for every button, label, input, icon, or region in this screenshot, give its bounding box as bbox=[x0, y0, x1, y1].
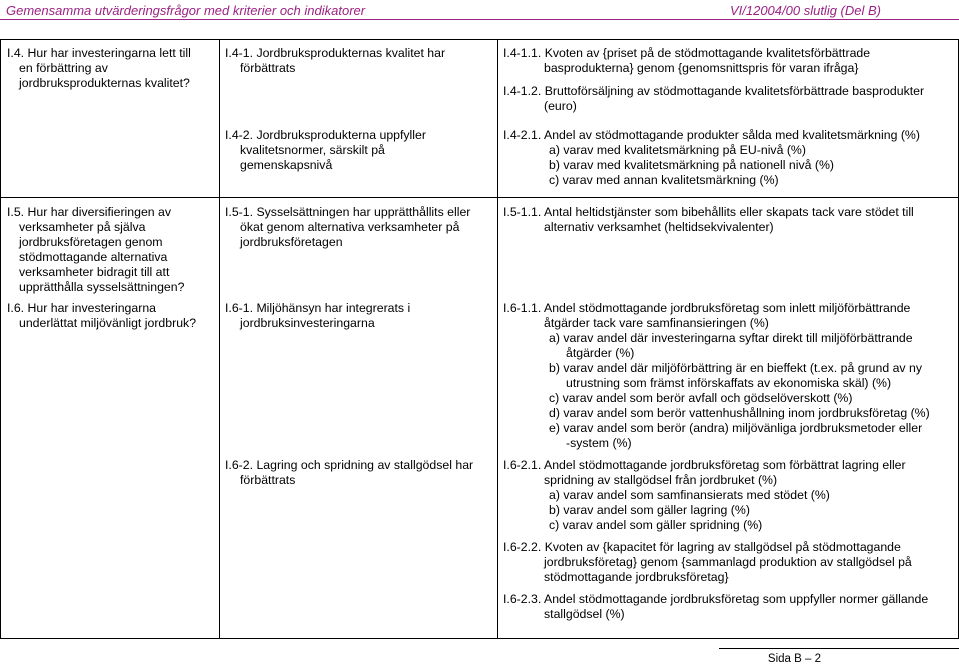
header-title: Gemensamma utvärderingsfrågor med kriterier och indikatorer bbox=[6, 3, 366, 18]
page-number: Sida B – 2 bbox=[767, 653, 821, 665]
column-divider bbox=[497, 39, 498, 639]
column-divider bbox=[219, 39, 220, 639]
table-top-border bbox=[0, 39, 959, 40]
header-rule bbox=[0, 19, 959, 20]
header-document-id: VI/12004/00 slutlig (Del B) bbox=[729, 3, 881, 18]
page-header bbox=[0, 0, 959, 22]
footer-rule bbox=[719, 648, 959, 666]
table-bottom-border bbox=[0, 638, 959, 639]
row-divider bbox=[0, 197, 959, 198]
table-left-border bbox=[0, 39, 1, 639]
